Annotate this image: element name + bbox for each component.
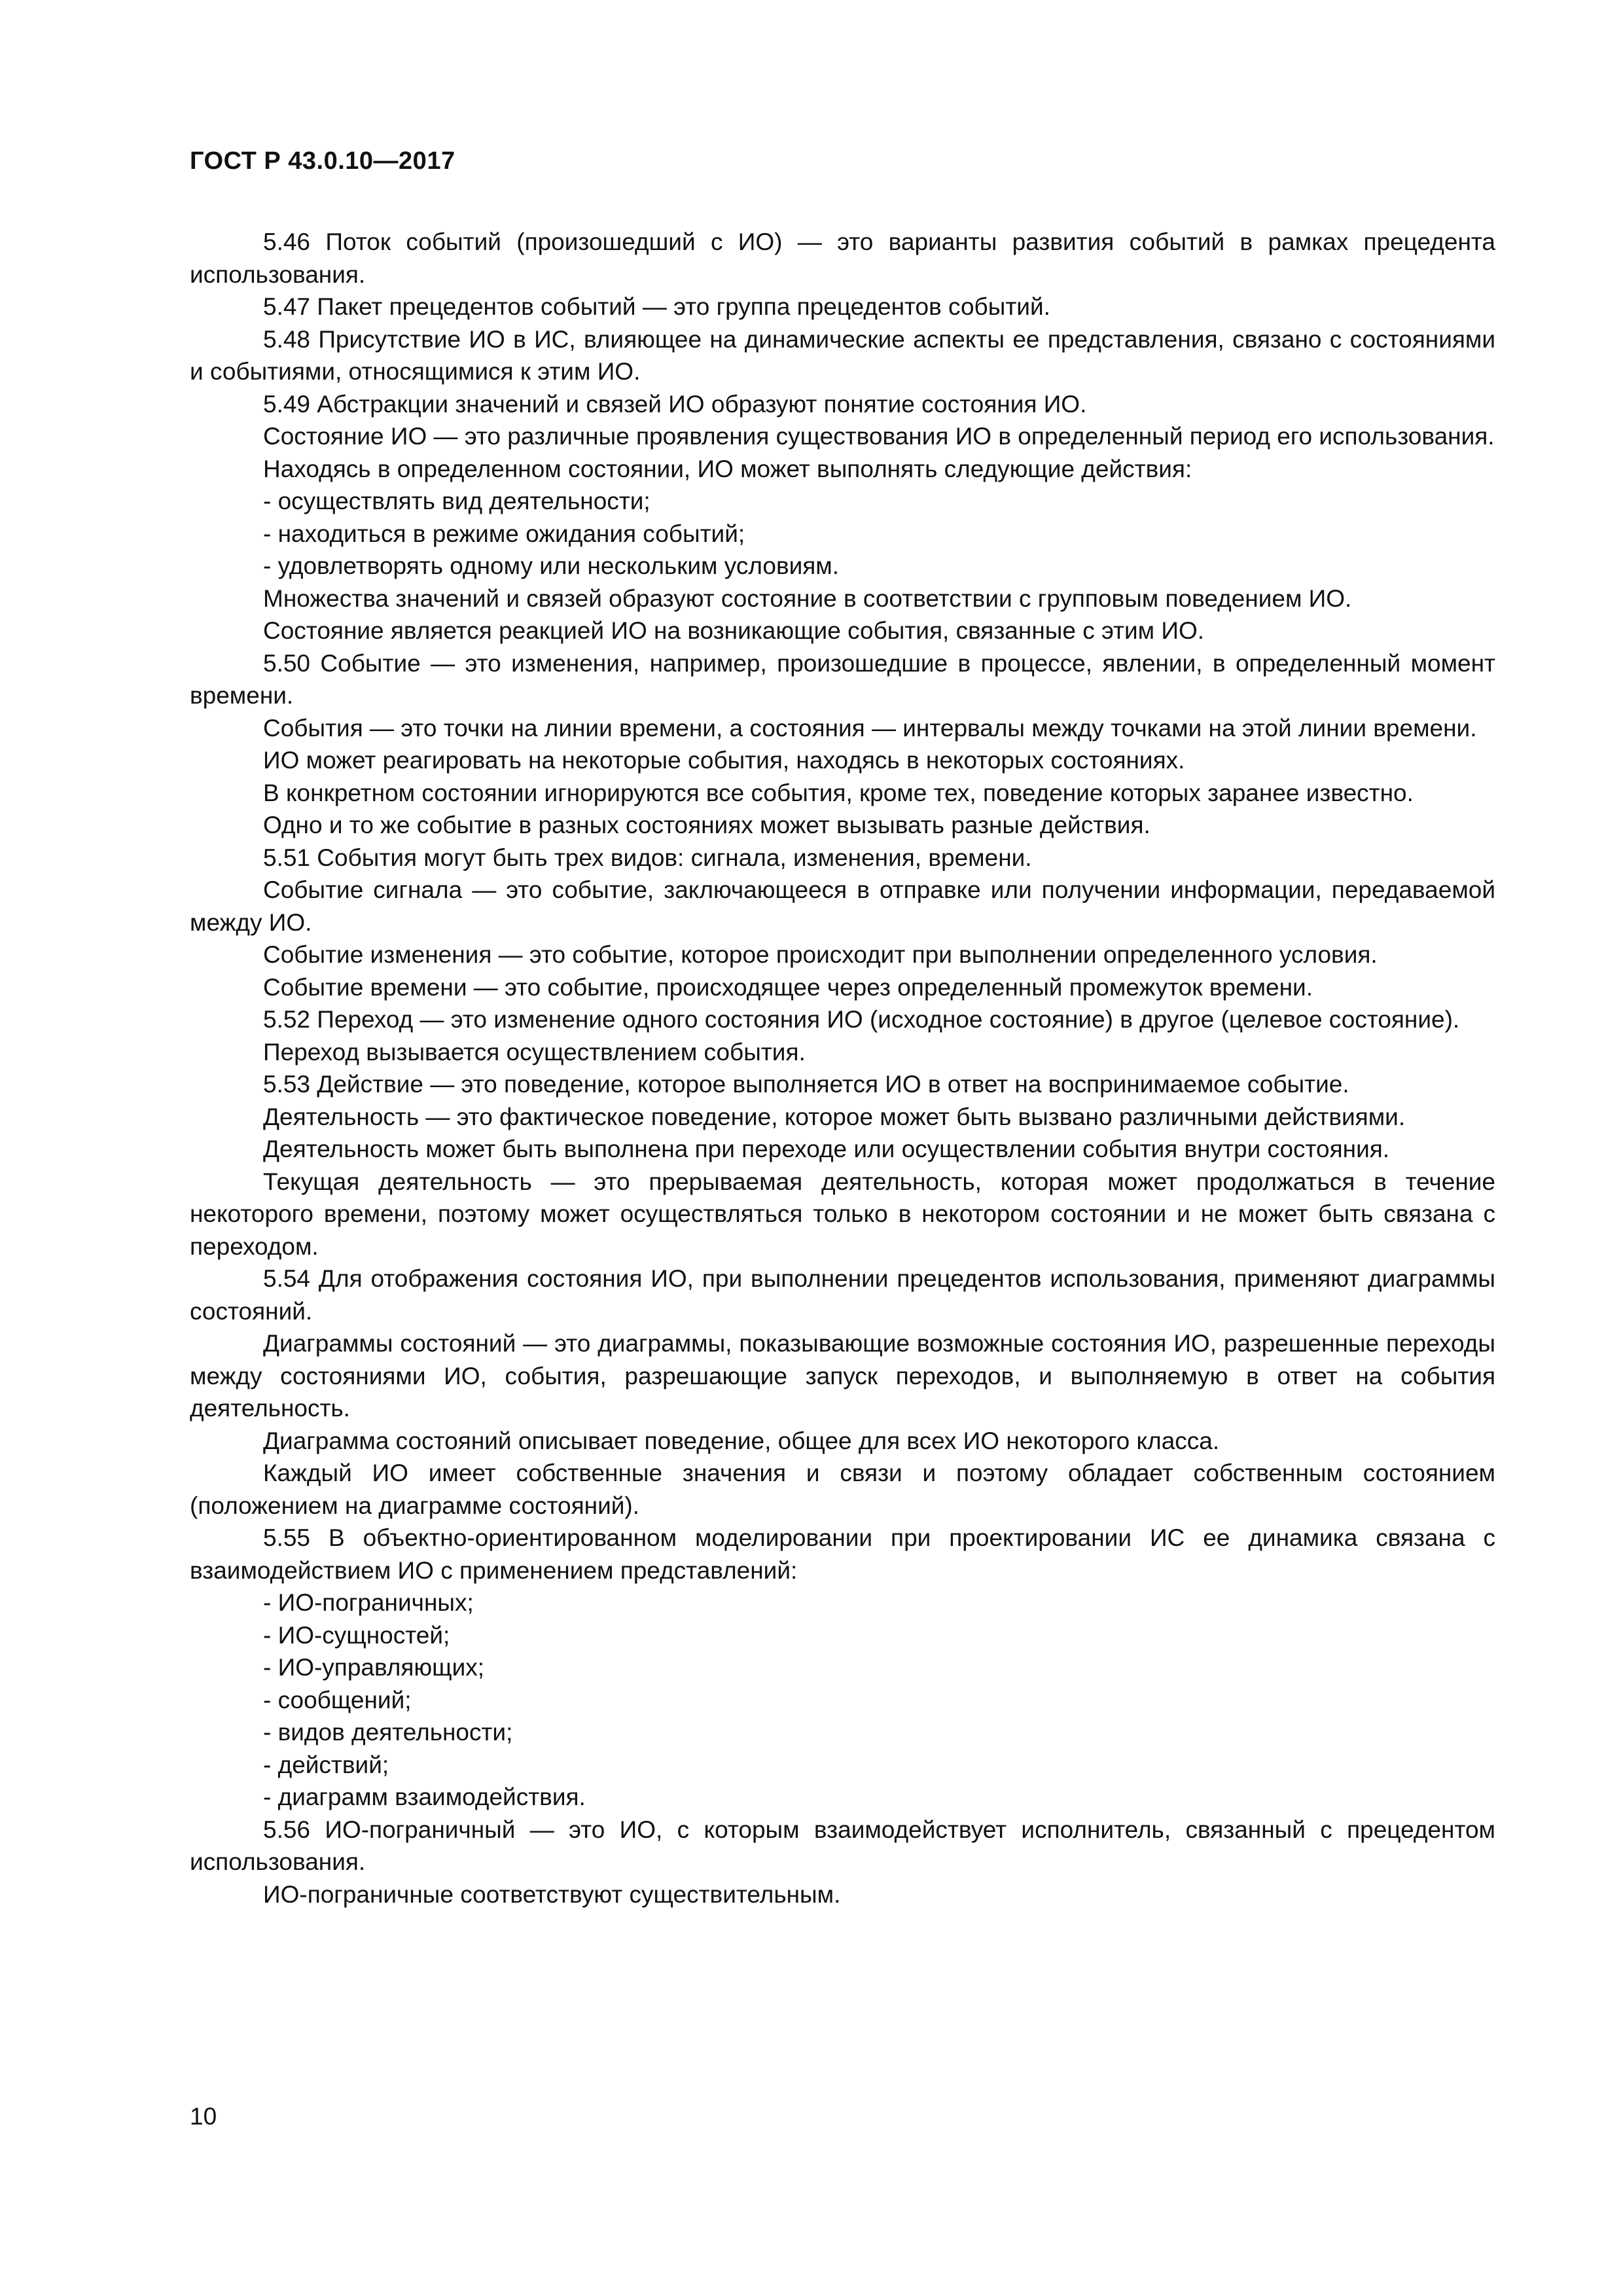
list-item: - ИО-сущностей; [263,1621,450,1649]
list-item: - ИО-пограничных; [263,1589,474,1616]
standard-code-header: ГОСТ Р 43.0.10—2017 [190,147,455,175]
list-item: - сообщений; [263,1686,412,1713]
paragraph-5-46: 5.46 Поток событий (произошедший с ИО) — это варианты развития событий в рамках прецедента использования. [190,228,1495,288]
paragraph-5-50: 5.50 Событие — это изменения, например, произошедшие в процессе, явлении, в определенный момент времени. [190,649,1495,709]
representations-list [190,1587,1495,1814]
paragraph-same-event: Одно и то же событие в разных состояниях может вызывать разные действия. [263,812,1150,838]
paragraph-activity-definition: Деятельность — это фактическое поведение, которое может быть вызвано различными действиями. [263,1103,1406,1130]
paragraph-5-52: 5.52 Переход — это изменение одного состояния ИО (исходное состояние) в другое (целевое состояние). [263,1006,1460,1033]
list-item: - ИО-управляющих; [263,1654,485,1681]
paragraph-diagram-behavior: Диаграмма состояний описывает поведение, общее для всех ИО некоторого класса. [263,1427,1220,1454]
paragraph-state-actions-intro: Находясь в определенном состоянии, ИО может выполнять следующие действия: [263,455,1192,482]
state-actions-list [190,485,1495,583]
paragraph-change-event: Событие изменения — это событие, которое происходит при выполнении определенного условия. [263,941,1378,968]
list-item: - видов деятельности; [263,1719,513,1746]
list-item: - находиться в режиме ожидания событий; [263,520,745,547]
paragraph-state-diagrams: Диаграммы состояний — это диаграммы, показывающие возможные состояния ИО, разрешенные переходы между состояниями ИО, события, разрешающие запуск переходов, и выполняемую в ответ на события деятельность. [190,1330,1495,1422]
paragraph-5-51: 5.51 События могут быть трех видов: сигнала, изменения, времени. [263,844,1032,871]
document-body [190,226,1495,1910]
page-number: 10 [190,2103,217,2130]
paragraph-state-definition: Состояние ИО — это различные проявления существования ИО в определенный период его использования. [263,423,1495,450]
paragraph-5-56: 5.56 ИО-пограничный — это ИО, с которым взаимодействует исполнитель, связанный с прецедентом использования. [190,1816,1495,1875]
list-item: - действий; [263,1751,389,1778]
paragraph-activity-execution: Деятельность может быть выполнена при переходе или осуществлении события внутри состояния. [263,1136,1390,1162]
paragraph-values-and-links: Множества значений и связей образуют состояние в соответствии с групповым поведением ИО. [263,584,1352,612]
paragraph-5-47: 5.47 Пакет прецедентов событий — это группа прецедентов событий. [263,293,1050,320]
list-item: - удовлетворять одному или нескольким условиям. [263,552,840,579]
paragraph-own-state: Каждый ИО имеет собственные значения и связи и поэтому обладает собственным состоянием (положением на диаграмме состояний). [190,1460,1495,1519]
paragraph-5-55: 5.55 В объектно-ориентированном моделировании при проектировании ИС ее динамика связана с взаимодействием ИО с применением представлений: [190,1524,1495,1584]
paragraph-state-reaction: Состояние является реакцией ИО на возникающие события, связанные с этим ИО. [263,617,1205,644]
paragraph-current-activity: Текущая деятельность — это прерываемая деятельность, которая может продолжаться в течение некоторого времени, поэтому может осуществляться только в некотором состоянии и не может быть связана с переходом. [190,1168,1495,1260]
paragraph-5-53: 5.53 Действие — это поведение, которое выполняется ИО в ответ на воспринимаемое событие. [263,1071,1349,1098]
paragraph-5-49: 5.49 Абстракции значений и связей ИО образуют понятие состояния ИО. [263,390,1087,418]
paragraph-boundary-nouns: ИО-пограничные соответствуют существительным. [263,1880,841,1908]
paragraph-5-48: 5.48 Присутствие ИО в ИС, влияющее на динамические аспекты ее представления, связано с состояниями и событиями, относящимися к этим ИО. [190,325,1495,385]
paragraph-react-to-events: ИО может реагировать на некоторые события, находясь в некоторых состояниях. [263,747,1185,774]
paragraph-5-54: 5.54 Для отображения состояния ИО, при выполнении прецедентов использования, применяют диаграммы состояний. [190,1265,1495,1325]
paragraph-events-timeline: События — это точки на линии времени, а состояния — интервалы между точками на этой линии времени. [263,714,1477,742]
paragraph-signal-event: Событие сигнала — это событие, заключающееся в отправке или получении информации, передаваемой между ИО. [190,876,1495,936]
paragraph-time-event: Событие времени — это событие, происходящее через определенный промежуток времени. [263,973,1313,1001]
list-item: - диаграмм взаимодействия. [263,1784,586,1810]
paragraph-ignored-events: В конкретном состоянии игнорируются все события, кроме тех, поведение которых заранее известно. [263,779,1414,806]
paragraph-transition-cause: Переход вызывается осуществлением события. [263,1038,806,1066]
list-item: - осуществлять вид деятельности; [263,488,651,514]
